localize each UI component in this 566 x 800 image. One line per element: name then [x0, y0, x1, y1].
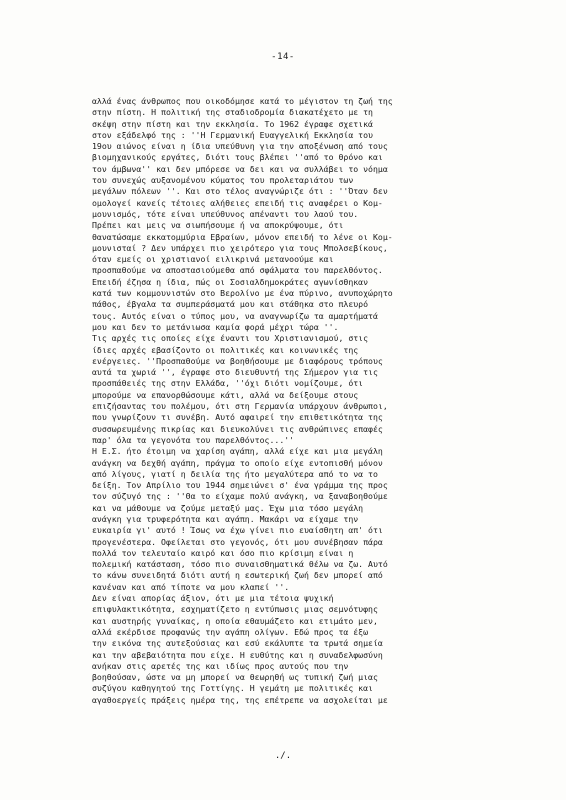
text-line: Δεν είναι απορίας άξιον, ότι με μια τέτοια ψυχική — [92, 593, 334, 604]
text-line: πάθος, έβγαλα τα συμπεράσματά μου και στάθηκα στο πλευρό — [92, 299, 369, 310]
text-line: προσπάθειές της στην Ελλάδα, ''όχι διότι νομίζουμε, ότι — [92, 378, 364, 389]
text-line: που γνωρίζουν τι συνέβη. Αυτό αφαιρεί την επιθετικότητα της — [92, 412, 383, 423]
text-line: ίδιες αρχές εβασίζοντο οι πολιτικές και κοινωνικές της — [92, 344, 359, 355]
text-line: και αυστηρής γυναίκας, η οποία εθαυμάζετο και ετιμάτο μεν, — [92, 615, 378, 626]
text-line: το κάνω συνειδητά διότι αυτή η εσωτερική ζωή δεν μπορεί από — [92, 570, 383, 581]
text-line: ανήκαν στις αρετές της και ιδίως προς αυτούς που την — [92, 660, 349, 671]
text-line: αγαθοεργείς πράξεις ημέρα της, της επέτρεπε να ασχολείται με — [92, 694, 388, 705]
text-line: Πρέπει και μεις να σιωπήσουμε ή να αποκρύψουμε, ότι — [92, 220, 344, 231]
text-line: αυτά τα χωριά '', έγραφε στο διευθυντή της Σήμερον για τις — [92, 367, 378, 378]
page-number: -14- — [271, 52, 295, 62]
body-text — [92, 96, 522, 706]
text-line: ομολογεί κανείς τέτοιες αλήθειες επειδή τις αναφέρει ο Κομ- — [92, 197, 383, 208]
text-line: πολλά τον τελευταίο καιρό και όσο πιο κρίσιμη είναι η — [92, 547, 354, 558]
text-line: βοηθούσαν, ώστε να μη μπορεί να θεωρηθή ως τυπική ζωή μιας — [92, 672, 378, 683]
text-line: προσπαθούμε να αποστασιούμεθα από σφάλματα του παρελθόντος. — [92, 265, 383, 276]
text-line: ευκαιρία γι' αυτό ! Ίσως να έχω γίνει πιο ευαίσθητη απ' ότι — [92, 525, 383, 536]
text-line: αλλά ένας άνθρωπος που οικοδόμησε κατά το μέγιστον τη ζωή της — [92, 96, 393, 106]
text-line: από λίγους, γιατί η δειλία της ήτο μεγαλύτερα από το να το — [92, 468, 378, 479]
text-line: επιφυλακτικότητα, εσχηματίζετο η εντύπωσις μιας σεμνότυφης — [92, 604, 378, 615]
text-line: του συνεχώς αυξανομένου κύματος του προλεταριάτου των — [92, 175, 354, 186]
text-line: και να μάθουμε να ζούμε μεταξύ μας. Έχω μια τόσο μεγάλη — [92, 502, 364, 513]
text-line: τον άμβωνα'' και δεν μπόρεσε να δει και να συλλάβει το νόημα — [92, 163, 388, 174]
text-line: προγενέστερα. Οφείλεται στο γεγονός, ότι μου συνέβησαν πάρα — [92, 536, 383, 547]
text-line: ανάγκη να δεχθή αγάπη, πράγμα το οποίο είχε εντοπισθή μόνον — [92, 457, 383, 468]
text-line: όταν εμείς οι χριστιανοί ειλικρινά μετανοούμε και — [92, 254, 334, 265]
text-line: κανέναν και από τίποτε να μου κλαπεί ''. — [92, 581, 290, 592]
text-line: στον εξάδελφό της : ''Η Γερμανική Ευαγγελική Εκκλησία του — [92, 129, 373, 140]
text-line: μουνισταί ? Δεν υπάρχει πιο χειρότερο για τους Μπολσεβίκους, — [92, 242, 388, 253]
text-line: δείξη. Τον Απρίλιο του 1944 σημειώνει σ' ένα γράμμα της προς — [92, 480, 388, 491]
text-line: μου και δεν το μετάνιωσα καμία φορά μέχρι τώρα ''. — [92, 321, 339, 332]
text-line: μουνισμός, τότε είναι υπεύθυνος απέναντι του λαού του. — [92, 208, 359, 219]
text-line: σκέψη στην πίστη και την εκκλησία. Το 1962 έγραφε σχετικά — [92, 118, 373, 129]
text-line: Επειδή έζησα η ίδια, πώς οι Σοσιαλδημοκράτες αγωνίσθηκαν — [92, 276, 369, 287]
text-line: βιομηχανικούς εργάτες, διότι τους βλέπει ''από το θρόνο και — [92, 152, 383, 163]
text-line: συζύγου καθηγητού της Γοττίγης. Η γεμάτη με πολιτικές και — [92, 683, 373, 694]
text-line: κατά των κομμουνιστών στο Βερολίνο με ένα πύρινο, ανυποχώρητο — [92, 288, 393, 299]
text-line: Τις αρχές τις οποίες είχε έναντι του Χριστιανισμού, στις — [92, 333, 369, 344]
text-line: αλλά εκέρδισε προφανώς την αγάπη ολίγων. Εδώ προς τα έξω — [92, 626, 369, 637]
text-line: 19ου αιώνος είναι η ίδια υπεύθυνη για την αποξένωση από τους — [92, 141, 388, 152]
text-line: θανατώσαμε εκκατομμύρια Εβραίων, μόνον επειδή το λένε οι Κομ- — [92, 231, 393, 242]
text-line: μεγάλων πόλεων ''. Και στο τέλος αναγνώριζε ότι : ''Όταν δεν — [92, 186, 388, 197]
text-line: τον σύζυγό της : ''Θα το είχαμε πολύ ανάγκη, να ξαναβοηθούμε — [92, 491, 388, 502]
text-line: την εικόνα της αυτεξούσιας και εσύ εκάλυπτε τα τρωτά σημεία — [92, 638, 383, 649]
text-line: Η Ε.Σ. ήτο έτοιμη να χαρίση αγάπη, αλλά είχε και μια μεγάλη — [92, 446, 383, 457]
text-line: συσσωρευμένης πικρίας και διευκολύνει τις ανθρώπινες επαφές — [92, 423, 383, 434]
text-line: επιζήσαντας του πολέμου, ότι στη Γερμανία υπάρχουν άνθρωποι, — [92, 401, 388, 412]
text-line: τους. Αυτός είναι ο τύπος μου, να αναγνωρίζω τα αμαρτήματά — [92, 310, 378, 321]
text-line: στην πίστη. Η πολιτική της σταδιοδρομία διακατέχετο με τη — [92, 107, 373, 118]
text-line: και την αβεβαιότητα που είχε. Η ευθύτης και η συναδελφωσύνη — [92, 649, 383, 660]
text-line: ενέργειες. ''Προσπαθούμε να βοηθήσουμε με διαφόρους τρόπους — [92, 355, 383, 366]
text-line: πολεμική κατάσταση, τόσο πιο συναισθηματικά θέλω να ζω. Αυτό — [92, 559, 388, 570]
text-line: παρ' όλα τα γεγονότα του παρελθόντος...'' — [92, 434, 295, 445]
text-line: μπορούμε να επανορθώσουμε κάτι, αλλά να δείξουμε στους — [92, 389, 359, 400]
text-line: ανάγκη για τρυφερότητα και αγάπη. Μακάρι να είχαμε την — [92, 513, 359, 524]
continuation-mark: ./. — [274, 751, 292, 761]
